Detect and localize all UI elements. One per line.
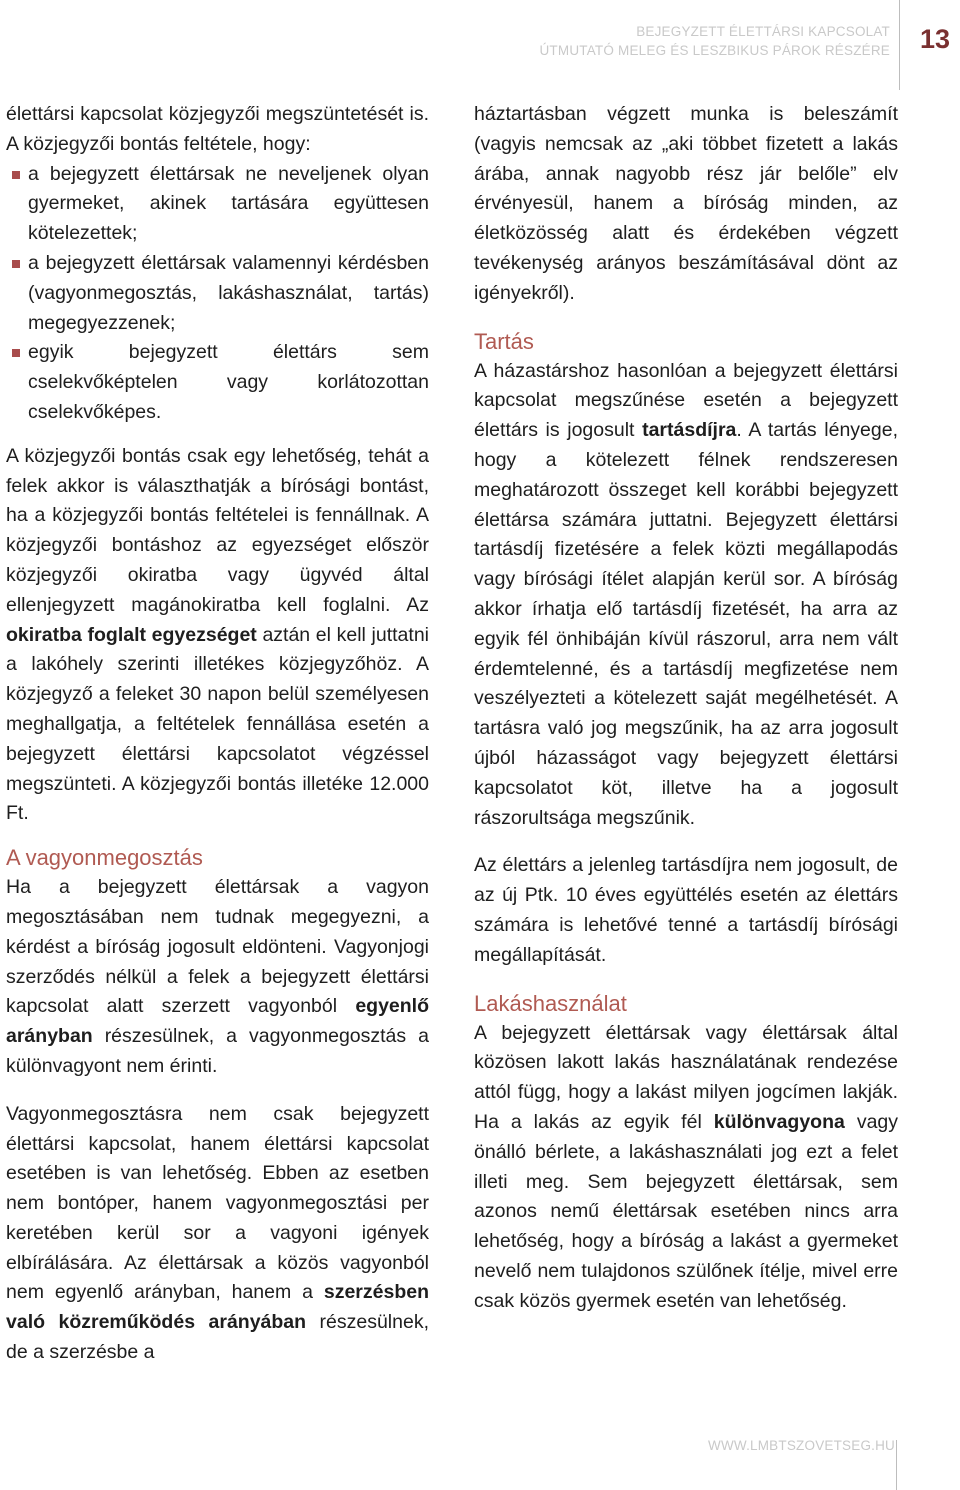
list-item: egyik bejegyzett élettárs sem cselekvőképtelen vagy korlátozottan cselekvőképes.: [6, 338, 429, 427]
list-item: a bejegyzett élettársak valamennyi kérdésben (vagyonmegosztás, lakáshasználat, tartás) megegyezzenek;: [6, 249, 429, 338]
list-item: a bejegyzett élettársak ne neveljenek olyan gyermeket, akinek tartására együttesen kötelezettek;: [6, 160, 429, 249]
right-column: [474, 100, 898, 1316]
header-divider: [899, 0, 900, 90]
cohabitant-maintenance-paragraph: Az élettárs a jelenleg tartásdíjra nem jogosult, de az új Ptk. 10 éves együttélés esetén az élettárs számára is lehetővé tenné a tartásdíj bírósági megállapítását.: [474, 854, 898, 966]
bullet-square-icon: [12, 349, 20, 357]
intro-paragraph: élettársi kapcsolat közjegyzői megszüntetését is. A közjegyzői bontás feltétele, hogy:: [6, 103, 429, 155]
footer-divider: [896, 1440, 897, 1490]
page-number: 13: [919, 24, 951, 54]
bullet-square-icon: [12, 171, 20, 179]
notary-divorce-paragraph: A közjegyzői bontás csak egy lehetőség, tehát a felek akkor is választhatják a bírósági bontást, ha a közjegyzői bontás feltételei is fennállnak. A közjegyzői bontáshoz az egyezséget először közjegyzői okiratba vagy ügyvéd által ellenjegyzett magánokiratba kell foglalni. Az okiratba foglalt egyezséget aztán el kell juttatni a lakóhely szerinti illetékes közjegyzőhöz. A közjegyző a feleket 30 napon belül személyesen meghallgatja, a feltételek fennállása esetén a bejegyzett élettársi kapcsolatot végzéssel megszünteti. A közjegyzői bontás illetéke 12.000 Ft.: [6, 444, 429, 825]
section-heading-maintenance: Tartás: [474, 328, 534, 354]
section-heading-housing-use: Lakáshasználat: [474, 990, 627, 1016]
header-subtitle: ÚTMUTATÓ MELEG ÉS LESZBIKUS PÁROK RÉSZÉRE: [539, 43, 890, 58]
partnership-property-paragraph: Vagyonmegosztásra nem csak bejegyzett élettársi kapcsolat, hanem élettársi kapcsolat esetében is van lehetőség. Ebben az esetben nem bontóper, hanem vagyonmegosztási per keretében kerül sor a vagyoni igények elbírálására. Az élettársak a közös vagyonból nem egyenlő arányban, hanem a szerzésben való közreműködés arányában részesülnek, de a szerzésbe a: [6, 1102, 430, 1364]
household-work-paragraph: háztartásban végzett munka is beleszámít (vagyis nemcsak az „aki többet fizetett a lakás árába, annak nagyobb rész jár belőle” elv érvényesül, hanem a bíróság minden, az életközösség alatt és érdekében végzett tevékenység arányos beszámításával dönt az igényekről).: [474, 103, 898, 304]
section-heading-property-division: A vagyonmegosztás: [6, 845, 203, 871]
running-header: [539, 22, 890, 60]
housing-use-paragraph: A bejegyzett élettársak vagy élettársak által közösen lakott lakás használatának rendezése attól függ, hogy a lakást milyen jogcímen lakják. Ha a lakás az egyik fél különvagyona vagy önálló bérlete, a lakáshasználati jog ezt a felet illeti meg. Sem bejegyzett élettársak, sem azonos nemű élettársak esetében nincs arra lehetőség, hogy a bíróság a lakást a gyermeket nevelő nem tulajdonos szülőnek ítélje, mivel erre csak közös gyermek esetén van lehetőség.: [474, 1021, 899, 1312]
header-title: BEJEGYZETT ÉLETTÁRSI KAPCSOLAT: [636, 24, 890, 39]
footer-url: WWW.LMBTSZOVETSEG.HU: [708, 1438, 896, 1453]
property-division-paragraph: Ha a bejegyzett élettársak a vagyon megosztásában nem tudnak megegyezni, a kérdést a bíróság jogosult eldönteni. Vagyonjogi szerződés nélkül a felek a bejegyzett élettársi kapcsolat alatt szerzett vagyonból egyenlő arányban részesülnek, a vagyonmegosztás a különvagyont nem érinti.: [6, 876, 429, 1077]
bullet-square-icon: [12, 260, 20, 268]
maintenance-paragraph: A házastárshoz hasonlóan a bejegyzett élettársi kapcsolat megszűnése esetén a bejegyzett élettárs is jogosult tartásdíjra. A tartás lényege, hogy a kötelezett félnek rendszeresen meghatározott összeget kell korábbi bejegyzett élettársa számára juttatni. Bejegyzett élettársi tartásdíj fizetésére a felek közti megállapodás vagy bírósági ítélet alapján kerül sor. A bíróság akkor írhatja elő tartásdíj fizetését, ha arra az egyik fél önhibáján kívül rászorul, arra nem vált érdemtelenné, és a tartásdíj megfizetése nem veszélyezteti a kötelezett saját megélhetését. A tartásra való jog megszűnik, ha az arra jogosult újból házasságot vagy bejegyzett élettársi kapcsolatot köt, illetve ha a jogosult rászorultsága megszűnik.: [474, 359, 898, 829]
condition-list: [6, 160, 429, 428]
left-column: [6, 100, 429, 1368]
